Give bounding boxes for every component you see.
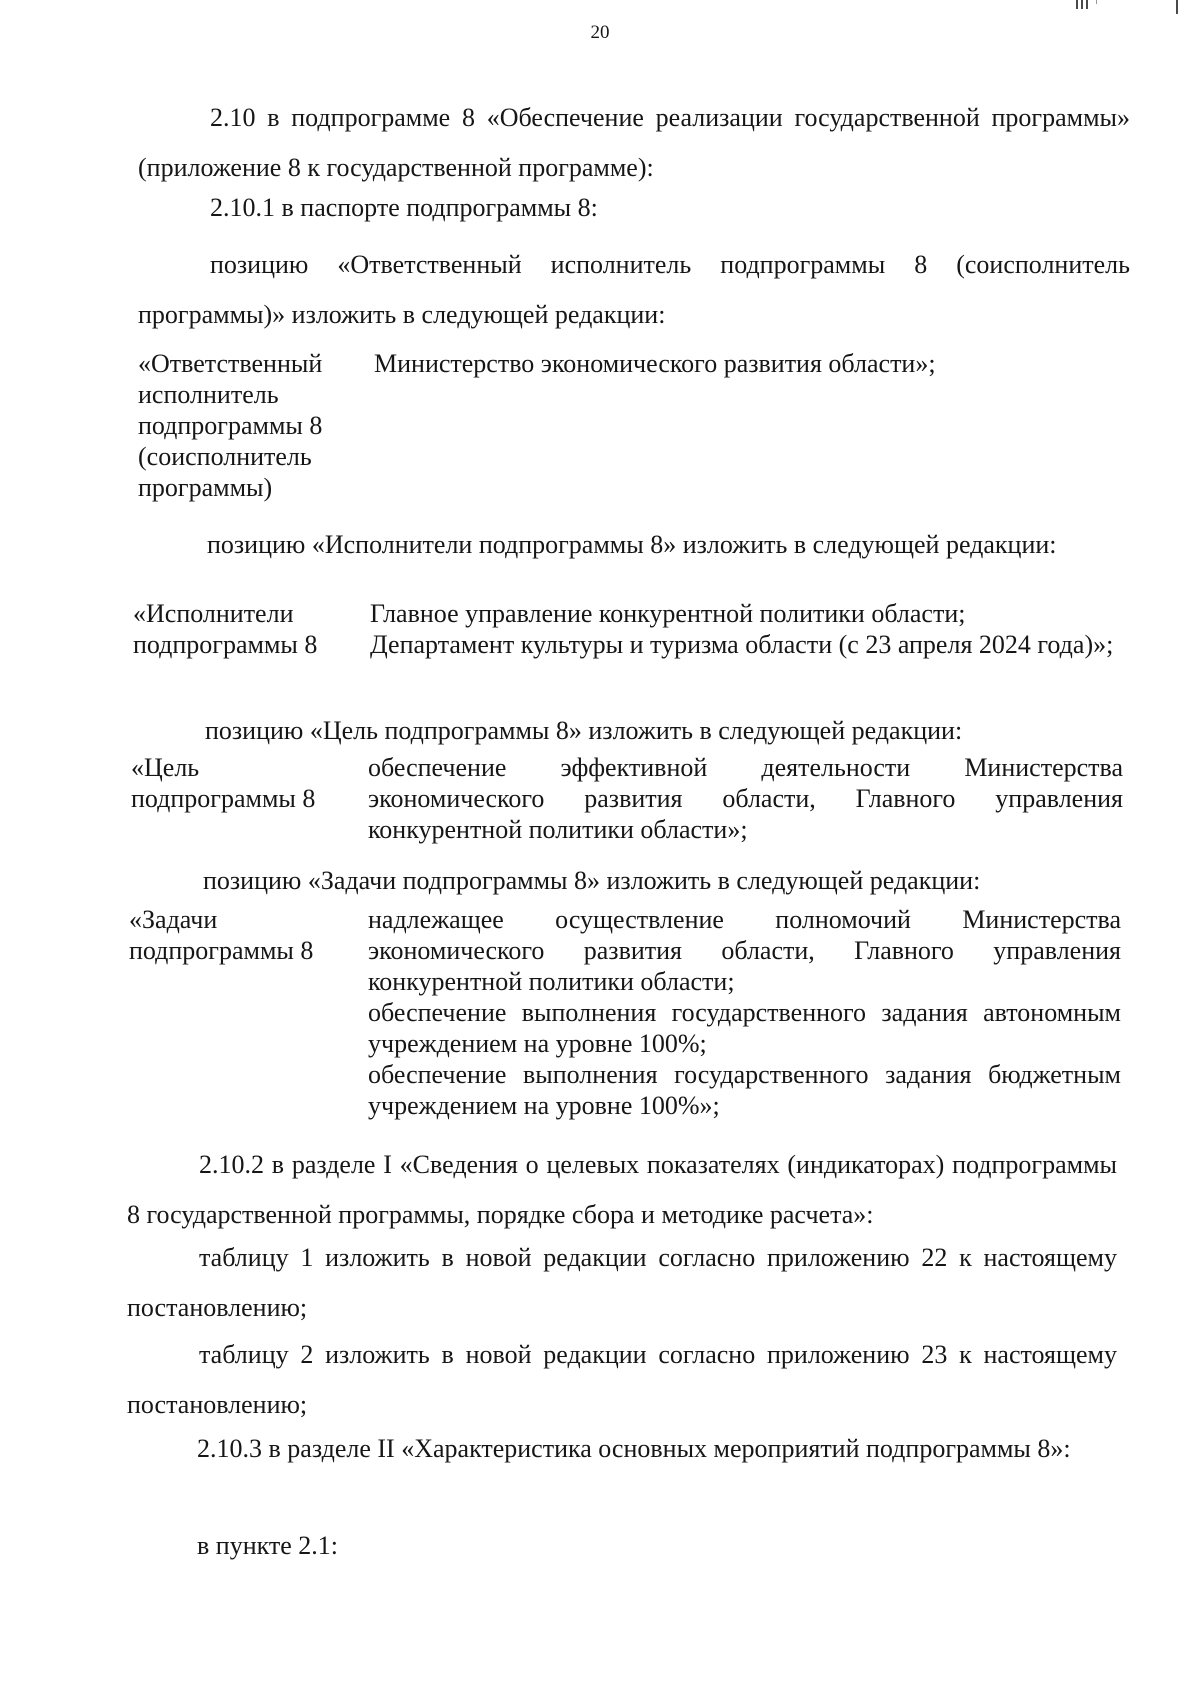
passport-value: Министерство экономического развития области»; [374, 349, 936, 378]
scan-artifact-mark [1096, 0, 1097, 4]
paragraph-2-10-1: 2.10.1 в паспорте подпрограммы 8: [210, 193, 598, 222]
passport-value-list [370, 598, 1123, 660]
scan-artifact-mark [1086, 0, 1088, 9]
passport-label: «Задачи подпрограммы 8 [129, 905, 314, 965]
passport-value-line: Департамент культуры и туризма области (с 23 апреля 2024 года)»; [370, 630, 1114, 659]
paragraph-position-responsible: позицию «Ответственный исполнитель подпрограммы 8 (соисполнитель программы)» изложить в следующей редакции: [138, 250, 1130, 329]
paragraph-position-executors: позицию «Исполнители подпрограммы 8» изложить в следующей редакции: [207, 530, 1057, 559]
paragraph-table-1: таблицу 1 изложить в новой редакции согласно приложению 22 к настоящему постановлению; [127, 1243, 1117, 1322]
paragraph-point-2-1: в пункте 2.1: [197, 1531, 339, 1560]
paragraph-position-goal: позицию «Цель подпрограммы 8» изложить в следующей редакции: [205, 716, 963, 745]
paragraph-2-10-3: 2.10.3 в разделе II «Характеристика основных мероприятий подпрограммы 8»: [197, 1434, 1071, 1463]
page-number: 20 [590, 22, 610, 43]
scan-artifact-mark [1076, 0, 1078, 9]
passport-label: «Ответственный исполнитель подпрограммы 8 (соисполнитель программы) [138, 349, 323, 502]
scan-artifact-mark [1176, 0, 1178, 14]
passport-value-line: надлежащее осуществление полномочий Министерства экономического развития области, Главного управления конкурентной политики области; [368, 905, 1121, 996]
passport-value-line: обеспечение выполнения государственного задания бюджетным учреждением на уровне 100%»; [368, 1060, 1121, 1120]
passport-value-line: Главное управление конкурентной политики области; [370, 599, 966, 628]
passport-label: «Цель подпрограммы 8 [131, 753, 316, 813]
passport-value: обеспечение эффективной деятельности Министерства экономического развития области, Главного управления конкурентной политики области»; [368, 753, 1123, 844]
passport-value-list [368, 904, 1121, 1121]
paragraph-2-10: 2.10 в подпрограмме 8 «Обеспечение реализации государственной программы» (приложение 8 к государственной программе): [138, 103, 1130, 182]
paragraph-position-tasks: позицию «Задачи подпрограммы 8» изложить в следующей редакции: [203, 866, 981, 895]
scan-artifact-mark [1081, 0, 1083, 9]
paragraph-2-10-2: 2.10.2 в разделе I «Сведения о целевых показателях (индикаторах) подпрограммы 8 государственной программы, порядке сбора и методике расчета»: [127, 1150, 1117, 1229]
passport-value-line: обеспечение выполнения государственного задания автономным учреждением на уровне 100%; [368, 998, 1121, 1058]
paragraph-table-2: таблицу 2 изложить в новой редакции согласно приложению 23 к настоящему постановлению; [127, 1340, 1117, 1419]
passport-label: «Исполнители подпрограммы 8 [133, 599, 318, 659]
